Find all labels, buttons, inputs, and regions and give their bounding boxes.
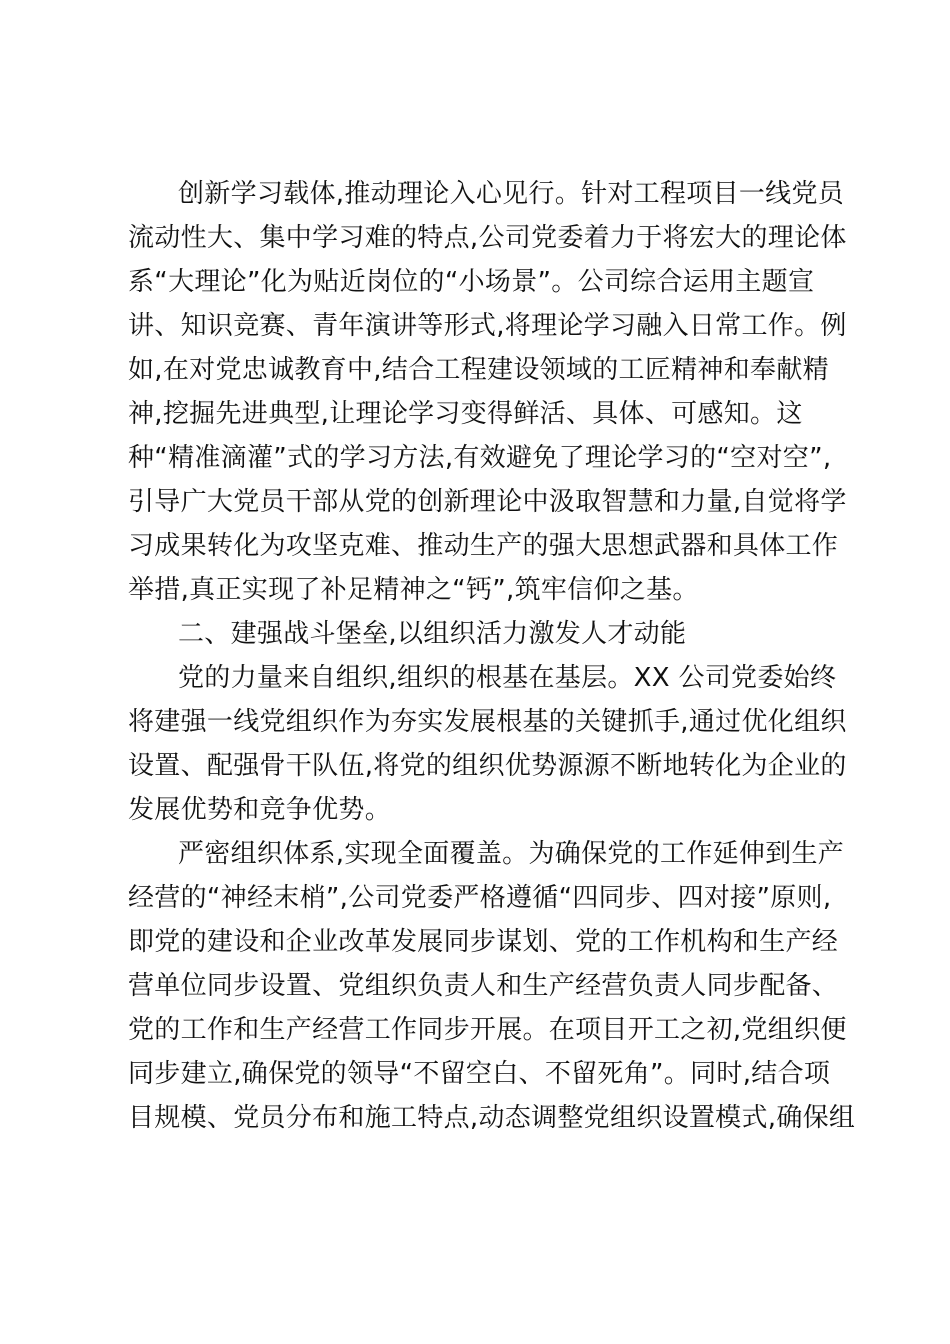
document-body	[128, 172, 856, 1140]
paragraph-innovate-study	[128, 172, 847, 612]
section-heading-2	[128, 612, 828, 656]
text-line: 习成果转化为攻坚克难、推动生产的强大思想武器和具体工作	[128, 531, 839, 561]
text-line: 党的工作和生产经营工作同步开展。在项目开工之初,党组织便	[128, 1015, 847, 1045]
text-line: 目规模、党员分布和施工特点,动态调整党组织设置模式,确保组	[128, 1103, 856, 1133]
text-line: 种“精准滴灌”式的学习方法,有效避免了理论学习的“空对空”,	[128, 443, 832, 473]
text-line: 经营的“神经末梢”,公司党委严格遵循“四同步、四对接”原则,	[128, 883, 832, 913]
text-line: 如,在对党忠诚教育中,结合工程建设领域的工匠精神和奉献精	[128, 355, 829, 385]
text-line: 严密组织体系,实现全面覆盖。为确保党的工作延伸到生产	[178, 839, 845, 869]
text-line: 设置、配强骨干队伍,将党的组织优势源源不断地转化为企业的	[128, 751, 847, 781]
text-line: 创新学习载体,推动理论入心见行。针对工程项目一线党员	[178, 179, 845, 209]
text-line: 将建强一线党组织作为夯实发展根基的关键抓手,通过优化组织	[128, 707, 847, 737]
text-line: 发展优势和竞争优势。	[128, 795, 392, 825]
text-line: 党的力量来自组织,组织的根基在基层。XX 公司党委始终	[178, 663, 837, 693]
text-line: 举措,真正实现了补足精神之“钙”,筑牢信仰之基。	[128, 575, 699, 605]
heading-line: 二、建强战斗堡垒,以组织活力激发人才动能	[178, 619, 687, 649]
text-line: 营单位同步设置、党组织负责人和生产经营负责人同步配备、	[128, 971, 839, 1001]
text-line: 流动性大、集中学习难的特点,公司党委着力于将宏大的理论体	[128, 223, 847, 253]
text-line: 即党的建设和企业改革发展同步谋划、党的工作机构和生产经	[128, 927, 839, 957]
text-line: 讲、知识竞赛、青年演讲等形式,将理论学习融入日常工作。例	[128, 311, 847, 341]
paragraph-party-strength	[128, 656, 847, 832]
text-line: 引导广大党员干部从党的创新理论中汲取智慧和力量,自觉将学	[128, 487, 847, 517]
text-line: 神,挖掘先进典型,让理论学习变得鲜活、具体、可感知。这	[128, 399, 803, 429]
text-line: 系“大理论”化为贴近岗位的“小场景”。公司综合运用主题宣	[128, 267, 815, 297]
text-line: 同步建立,确保党的领导“不留空白、不留死角”。同时,结合项	[128, 1059, 831, 1089]
paragraph-organization-system	[128, 832, 856, 1140]
